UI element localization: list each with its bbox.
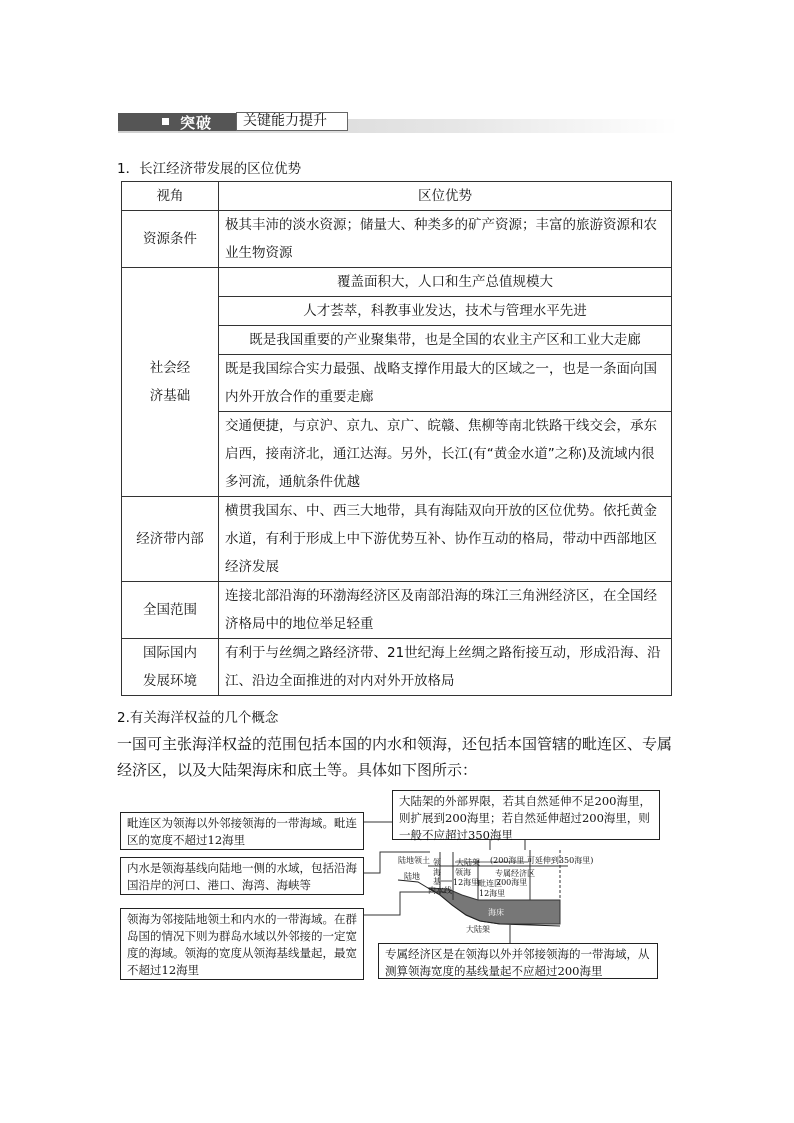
view-label: 国际国内发展环境 bbox=[143, 645, 197, 689]
label-land-territory: 陆地领土 bbox=[398, 856, 430, 865]
section2-heading: 2.有关海洋权益的几个概念 bbox=[117, 710, 279, 726]
label-ling: 领 bbox=[433, 858, 441, 867]
label-12nm-a: 12海里 bbox=[453, 878, 480, 887]
table-cell-text: 连接北部沿海的环渤海经济区及南部沿海的珠江三角洲经济区，在全国经济格局中的地位举足轻重 bbox=[219, 582, 672, 639]
section2-paragraph: 一国可主张海洋权益的范围包括本国的内水和领海，还包括本国管辖的毗连区、专属经济区，以及大陆架海床和底土等。具体如下图所示： bbox=[117, 735, 673, 779]
label-land: 陆地 bbox=[404, 872, 420, 881]
banner-tag: 突破 bbox=[180, 114, 213, 132]
label-baseline: 线 bbox=[444, 886, 452, 895]
label-12nm-b: 12海里 bbox=[479, 889, 506, 898]
label-continental-shelf-top: 大陆架 bbox=[456, 858, 480, 867]
table-cell-text: 既是我国重要的产业聚集带，也是全国的农业主产区和工业大走廊 bbox=[219, 326, 672, 355]
view-label: 社会经济基础 bbox=[149, 360, 191, 404]
banner-subtitle: 关键能力提升 bbox=[236, 112, 348, 131]
table-cell-text: 既是我国综合实力最强、战略支撑作用最大的区域之一，也是一条面向国内外开放合作的重要走廊 bbox=[219, 355, 672, 412]
label-seabed: 海床 bbox=[488, 908, 504, 917]
section1-heading: 1．长江经济带发展的区位优势 bbox=[117, 161, 302, 177]
box-continental-shelf-limit: 大陆架的外部界限，若其自然延伸不足200海里，则扩展到200海里；若自然延伸超过200海里，则一般不应超过350海里 bbox=[392, 790, 660, 840]
label-continental-shelf-bottom: 大陆架 bbox=[466, 925, 490, 934]
table-cell-view: 经济带内部 bbox=[122, 497, 219, 582]
table-cell-view: 全国范围 bbox=[122, 582, 219, 639]
box-eez: 专属经济区是在领海以外并邻接领海的一带海域，从测算领海宽度的基线量起不应超过200海里 bbox=[378, 943, 658, 979]
table-cell-text: 横贯我国东、中、西三大地带，具有海陆双向开放的区位优势。依托黄金水道，有利于形成上中下游优势互补、协作互动的格局，带动中西部地区经济发展 bbox=[219, 497, 672, 582]
table-cell-text: 有利于与丝绸之路经济带、21世纪海上丝绸之路衔接互动，形成沿海、沿江、沿边全面推进的对内对外开放格局 bbox=[219, 639, 672, 696]
connector-territorial bbox=[364, 892, 446, 915]
label-territorial-sea: 领海 bbox=[455, 868, 471, 877]
box-contiguous-zone: 毗连区为领海以外邻接领海的一带海域。毗连区的宽度不超过12海里 bbox=[120, 812, 364, 850]
table-cell-text: 人才荟萃，科教事业发达，技术与管理水平先进 bbox=[219, 297, 672, 326]
label-extension-350: (200海里 可延伸到350海里) bbox=[490, 856, 594, 865]
box-internal-waters: 内水是领海基线向陆地一侧的水域，包括沿海国沿岸的河口、港口、海湾、海峡等 bbox=[120, 857, 364, 895]
label-contiguous-zone: 毗连区 bbox=[478, 879, 502, 888]
label-ji: 基 bbox=[433, 877, 441, 886]
table-cell-text: 交通便捷，与京沪、京九、京广、皖赣、焦柳等南北铁路干线交会，承东启西，接南济北，通江达海。另外，长江(有“黄金水道”之称)及流域内很多河流，通航条件优越 bbox=[219, 412, 672, 497]
label-hai: 海 bbox=[433, 868, 441, 877]
table-cell-text: 覆盖面积大，人口和生产总值规模大 bbox=[219, 268, 672, 297]
table-header-advantage: 区位优势 bbox=[219, 182, 672, 211]
table-cell-text: 极其丰沛的淡水资源；储量大、种类多的矿产资源；丰富的旅游资源和农业生物资源 bbox=[219, 211, 672, 268]
label-eez: 专属经济区 bbox=[495, 869, 535, 878]
table-cell-view: 资源条件 bbox=[122, 211, 219, 268]
label-internal-waters: 内水 bbox=[428, 886, 444, 895]
box-territorial-sea: 领海为邻接陆地领土和内水的一带海域。在群岛国的情况下则为群岛水域以外邻接的一定宽度的海域。领海的宽度从领海基线量起，最宽不超过12海里 bbox=[120, 908, 364, 980]
table-header-view: 视角 bbox=[122, 182, 219, 211]
label-200nm: 200海里 bbox=[496, 878, 528, 887]
